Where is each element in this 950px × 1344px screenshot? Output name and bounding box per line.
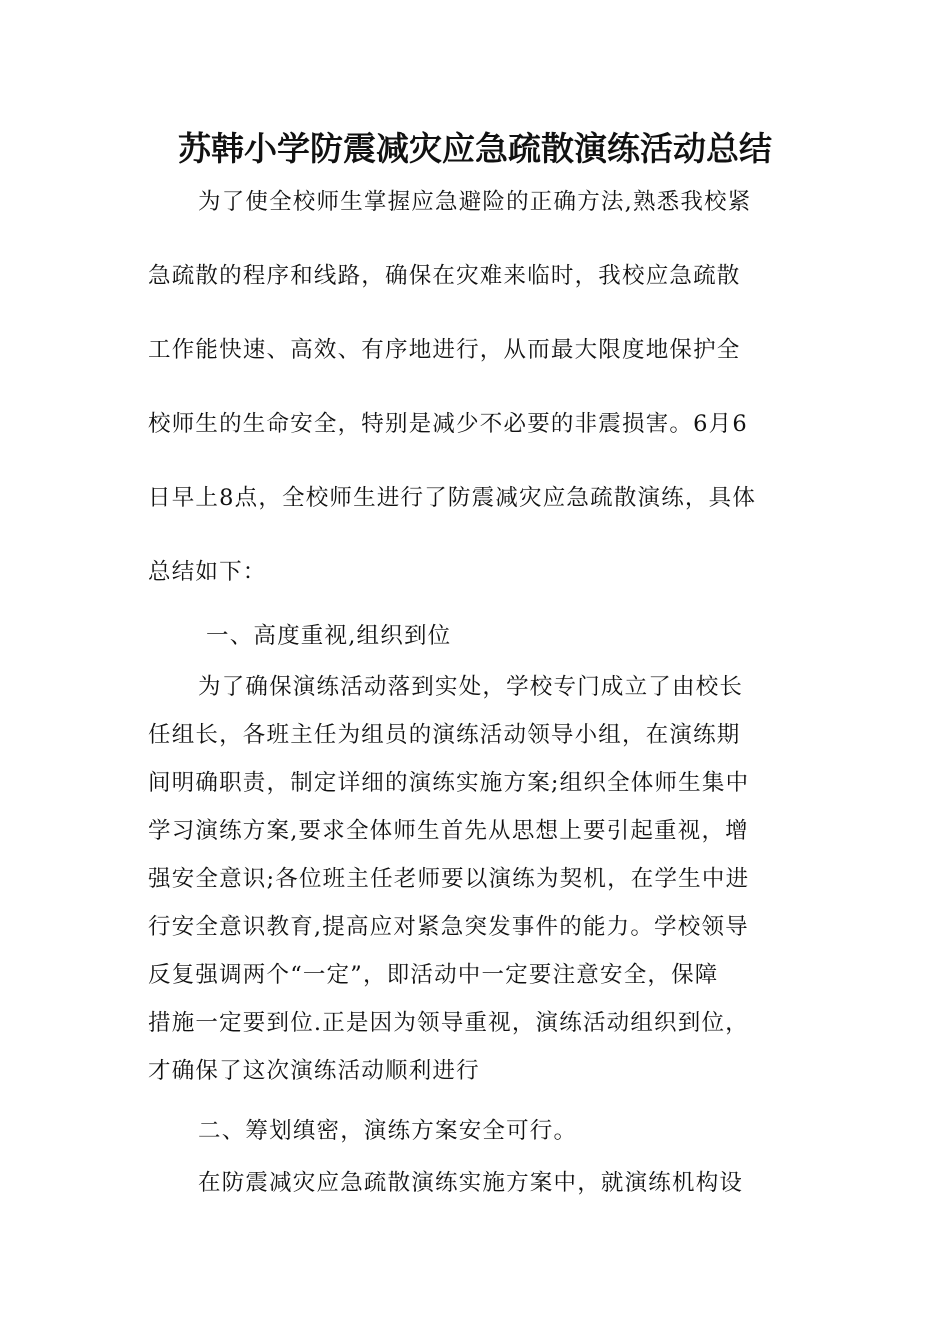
intro-line-4: 校师生的生命安全，特别是减少不必要的非震损害。6月6 bbox=[148, 411, 748, 437]
section1-line-1: 为了确保演练活动落到实处，学校专门成立了由校长 bbox=[198, 674, 744, 700]
section2-heading: 二、筹划缜密，演练方案安全可行。 bbox=[198, 1118, 578, 1144]
section1-line-6: 行安全意识教育,提高应对紧急突发事件的能力。学校领导 bbox=[148, 914, 749, 940]
document-title: 苏韩小学防震减灾应急疏散演练活动总结 bbox=[178, 129, 772, 168]
intro-line-2: 急疏散的程序和线路，确保在灾难来临时，我校应急疏散 bbox=[148, 263, 741, 289]
section1-line-3: 间明确职责，制定详细的演练实施方案;组织全体师生集中 bbox=[148, 770, 750, 796]
section1-heading: 一、高度重视,组织到位 bbox=[206, 623, 452, 649]
intro-line-6: 总结如下： bbox=[148, 559, 267, 585]
section1-line-2: 任组长，各班主任为组员的演练活动领导小组，在演练期 bbox=[148, 722, 741, 748]
section1-line-5: 强安全意识;各位班主任老师要以演练为契机，在学生中进 bbox=[148, 866, 750, 892]
intro-line-3: 工作能快速、高效、有序地进行，从而最大限度地保护全 bbox=[148, 337, 741, 363]
intro-line-5: 日早上8点，全校师生进行了防震减灾应急疏散演练，具体 bbox=[148, 485, 757, 511]
section1-line-9: 才确保了这次演练活动顺利进行 bbox=[148, 1058, 480, 1084]
section1-line-8: 措施一定要到位.正是因为领导重视，演练活动组织到位， bbox=[148, 1010, 749, 1036]
section1-line-4: 学习演练方案,要求全体师生首先从思想上要引起重视，增 bbox=[148, 818, 749, 844]
intro-line-1: 为了使全校师生掌握应急避险的正确方法,熟悉我校紧 bbox=[198, 189, 752, 215]
section2-line-1: 在防震减灾应急疏散演练实施方案中，就演练机构设 bbox=[198, 1170, 744, 1196]
section1-line-7: 反复强调两个“一定”，即活动中一定要注意安全，保障 bbox=[148, 962, 719, 988]
